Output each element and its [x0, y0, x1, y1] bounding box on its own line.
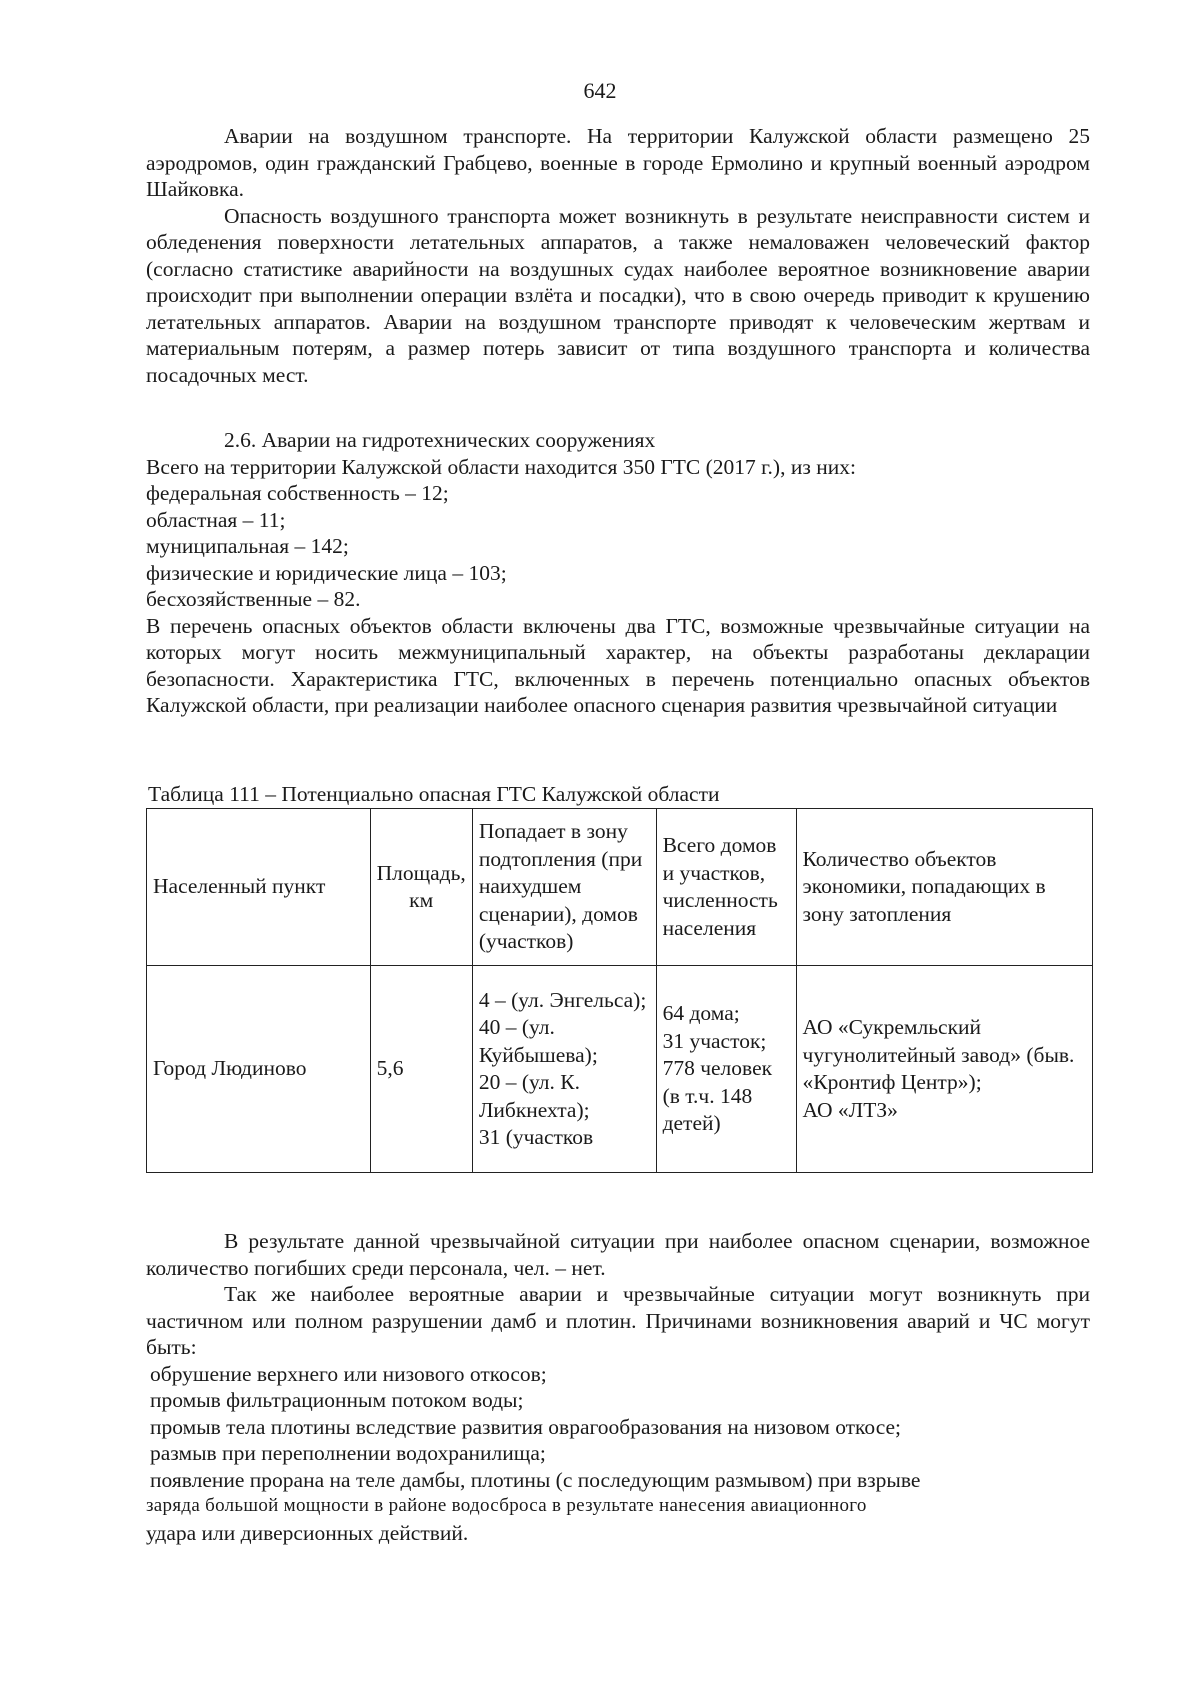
air-transport-paragraph-2: Опасность воздушного транспорта может возникнуть в результате неисправности систем и обледенения поверхности летательных аппаратов, а также немаловажен человеческий фактор (согласно статистике аварийности на воздушных судах наиболее вероятное возникновение аварии происходит при выполнении операции взлёта и посадки), что в свою очередь приводит к крушению летательных аппаратов. Аварии на воздушном транспорте приводят к человеческим жертвам и материальным потерям, а размер потерь зависит от типа воздушного транспорта и количества посадочных мест. [146, 203, 1090, 387]
houses-line: 778 человек [662, 1056, 773, 1081]
table-row [147, 966, 1093, 1173]
houses-line: 64 дома; [662, 1001, 740, 1026]
flood-line: 31 (участков [478, 1125, 594, 1149]
gts-ownership-item: федеральная собственность – 12; [146, 481, 449, 505]
cause-item: размыв при переполнении водохранилища; [150, 1441, 546, 1465]
cause-item: обрушение верхнего или низового откосов; [150, 1361, 547, 1386]
header-houses-population: Всего домов и участков, численность населения [656, 809, 796, 966]
gts-table [146, 808, 1093, 1173]
objects-line: АО «Сукремльский чугунолитейный завод» (быв. «Кронтиф Центр»); [802, 1015, 1075, 1094]
flood-line: 20 – (ул. К. Либкнехта); [478, 1070, 590, 1122]
header-economic-objects: Количество объектов экономики, попадающих в зону затопления [796, 809, 1092, 966]
cell-flood-zone [472, 966, 656, 1173]
consequences-section [146, 1228, 1090, 1546]
flood-line: 4 – (ул. Энгельса); [478, 987, 647, 1012]
gts-ownership-item: муниципальная – 142; [146, 534, 349, 558]
air-transport-paragraph-1: Аварии на воздушном транспорте. На территории Калужской области размещено 25 аэродромов, один гражданский Грабцево, военные в городе Ермолино и крупный военный аэродром Шайковка. [146, 124, 1090, 201]
cause-item: промыв фильтрационным потоком воды; [150, 1388, 524, 1412]
flood-line: 40 – (ул. Куйбышева); [478, 1015, 598, 1067]
gts-description: В перечень опасных объектов области включены два ГТС, возможные чрезвычайные ситуации на которых могут носить межмуниципальный характер, на объекты разработаны декларации безопасности. Характеристика ГТС, включенных в перечень потенциально опасных объектов Калужской области, при реализации наиболее опасного сценария развития чрезвычайной ситуации [146, 613, 1090, 717]
gts-ownership-item: областная – 11; [146, 507, 286, 532]
header-flood-zone: Попадает в зону подтопления (при наихудшем сценарии), домов (участков) [472, 809, 656, 966]
table-caption: Таблица 111 – Потенциально опасная ГТС Калужской области [148, 782, 720, 806]
cell-settlement: Город Людиново [147, 966, 371, 1173]
hydro-section [146, 427, 1090, 719]
cause-item-end: удара или диверсионных действий. [146, 1520, 469, 1545]
cell-area: 5,6 [370, 966, 472, 1173]
page-number: 642 [583, 78, 617, 103]
objects-line: АО «ЛТЗ» [802, 1097, 898, 1122]
header-area: Площадь, км [370, 809, 472, 966]
houses-line: (в т.ч. 148 детей) [662, 1083, 753, 1136]
consequences-paragraph: В результате данной чрезвычайной ситуации при наиболее опасном сценарии, возможное количество погибших среди персонала, чел. – нет. [146, 1229, 1090, 1280]
header-settlement: Населенный пункт [147, 809, 371, 966]
gts-ownership-item: физические и юридические лица – 103; [146, 560, 507, 585]
cause-item: промыв тела плотины вследствие развития оврагообразования на низовом откосе; [150, 1414, 902, 1439]
cell-houses-population [656, 966, 796, 1173]
table-header-row [147, 809, 1093, 966]
gts-ownership-item: бесхозяйственные – 82. [146, 587, 361, 611]
section-title: 2.6. Аварии на гидротехнических сооружениях [224, 428, 656, 452]
cause-item-continuation: заряда большой мощности в районе водосброса в результате нанесения авиационного [146, 1495, 867, 1516]
gts-total: Всего на территории Калужской области находится 350 ГТС (2017 г.), из них: [146, 454, 856, 479]
causes-intro-paragraph: Так же наиболее вероятные аварии и чрезвычайные ситуации могут возникнуть при частичном или полном разрушении дамб и плотин. Причинами возникновения аварий и ЧС могут быть: [146, 1282, 1090, 1359]
cell-economic-objects [796, 966, 1092, 1173]
air-transport-section [146, 123, 1090, 388]
cause-item: появление прорана на теле дамбы, плотины (с последующим размывом) при взрыве [150, 1467, 921, 1492]
houses-line: 31 участок; [662, 1028, 767, 1053]
